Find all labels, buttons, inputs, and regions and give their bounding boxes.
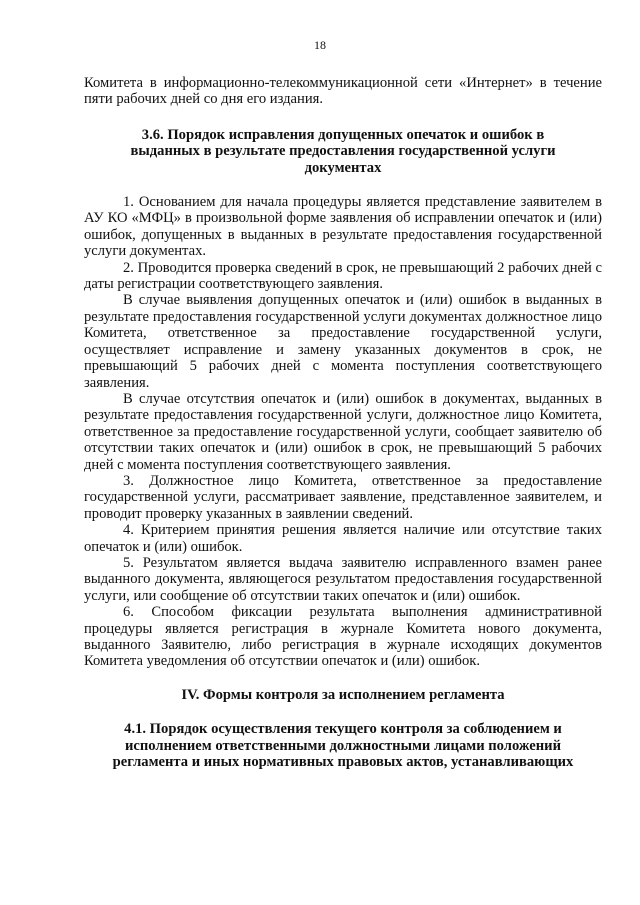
page-number: 18 <box>314 38 326 52</box>
paragraph-item-3: 3. Должностное лицо Комитета, ответственное за предоставление государственной услуги, рассматривает заявление, представленное заявителем, и проводит проверку указанных в заявлении сведений. <box>84 472 602 522</box>
paragraph-item-5: 5. Результатом является выдача заявителю исправленного взамен ранее выданного документа, являющегося результатом предоставления государственной услуги, или сообщение об отсутствии таких опечаток и (или) ошибок. <box>84 554 602 604</box>
section-4-1-heading: 4.1. Порядок осуществления текущего контроля за соблюдением и исполнением ответственными должностными лицами положений регламента и иных нормативных правовых актов, устанавливающих <box>112 721 574 771</box>
section-iv-heading: IV. Формы контроля за исполнением регламента <box>181 686 505 703</box>
page-content <box>84 75 602 770</box>
opening-paragraph: Комитета в информационно-телекоммуникационной сети «Интернет» в течение пяти рабочих дней со дня его издания. <box>84 75 602 108</box>
paragraph-item-2: 2. Проводится проверка сведений в срок, не превышающий 2 рабочих дней с даты регистрации соответствующего заявления. <box>84 259 602 293</box>
paragraph-item-6: 6. Способом фиксации результата выполнения административной процедуры является регистрация в журнале Комитета нового документа, выданного Заявителю, либо регистрация в журнале исходящих документов Комитета уведомления об отсутствии опечаток и (или) ошибок. <box>84 604 602 670</box>
paragraph-errors-found: В случае выявления допущенных опечаток и (или) ошибок в выданных в результате предоставления государственной услуги документах должностное лицо Комитета, ответственное за предоставление государственной услуги, осуществляет исправление и замену указанных документов в срок, не превышающий 5 рабочих дней с момента поступления соответствующего заявления. <box>84 292 602 391</box>
paragraph-errors-absent: В случае отсутствия опечаток и (или) ошибок в документах, выданных в результате предоставления государственной услуги, должностное лицо Комитета, ответственное за предоставление государственной услуги, сообщает заявителю об отсутствии таких опечаток и (или) ошибок в срок, не превышающий 5 рабочих дней с момента поступления соответствующего заявления. <box>84 390 602 473</box>
paragraph-item-4: 4. Критерием принятия решения является наличие или отсутствие таких опечаток и (или) ошибок. <box>84 522 602 555</box>
section-3-6-heading: 3.6. Порядок исправления допущенных опечаток и ошибок в выданных в результате предоставления государственной услуги документах <box>130 126 556 176</box>
paragraph-item-1: 1. Основанием для начала процедуры является представление заявителем в АУ КО «МФЦ» в произвольной форме заявления об исправлении опечаток и (или) ошибок, допущенных в выданных в результате предоставления государственной услуги документах. <box>84 194 602 260</box>
